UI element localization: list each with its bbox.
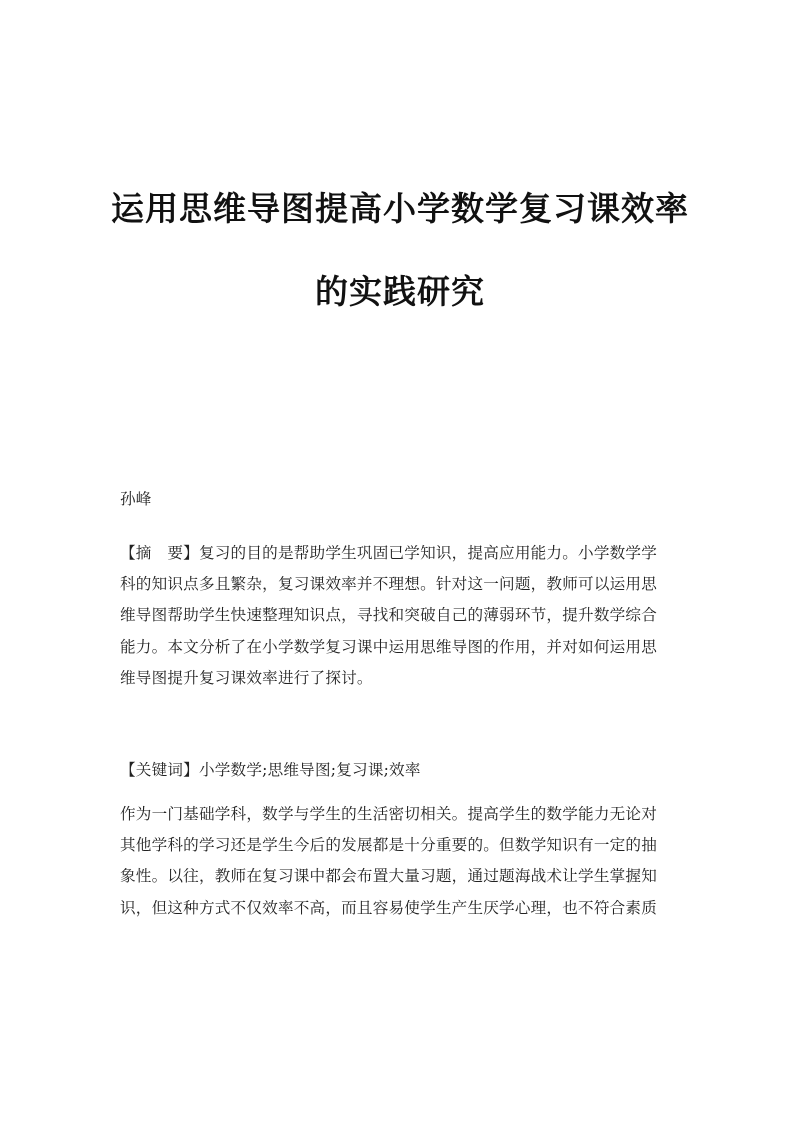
keywords-line: 【关键词】小学数学;思维导图;复习课;效率 <box>120 761 421 779</box>
author-name: 孙峰 <box>120 490 152 508</box>
document-title-line-2: 的实践研究 <box>315 272 485 311</box>
abstract-line: 维导图提升复习课效率进行了探讨。 <box>120 668 373 687</box>
abstract-line: 科的知识点多且繁杂，复习课效率并不理想。针对这一问题，教师可以运用思 <box>120 575 657 594</box>
intro-line: 作为一门基础学科，数学与学生的生活密切相关。提高学生的数学能力无论对 <box>120 805 657 823</box>
intro-line: 象性。以往，教师在复习课中都会布置大量习题，通过题海战术让学生掌握知 <box>120 867 657 886</box>
intro-line: 其他学科的学习还是学生今后的发展都是十分重要的。但数学知识有一定的抽 <box>120 836 657 855</box>
document-title-line-1: 运用思维导图提高小学数学复习课效率 <box>111 189 689 228</box>
abstract-paragraph <box>120 538 680 694</box>
abstract-line: 【摘 要】复习的目的是帮助学生巩固已学知识，提高应用能力。小学数学学 <box>120 544 657 562</box>
keywords-paragraph <box>120 755 680 786</box>
intro-line: 识，但这种方式不仅效率不高，而且容易使学生产生厌学心理，也不符合素质 <box>120 898 657 917</box>
abstract-line: 维导图帮助学生快速整理知识点，寻找和突破自己的薄弱环节，提升数学综合 <box>120 606 657 625</box>
intro-paragraph <box>120 799 680 924</box>
abstract-line: 能力。本文分析了在小学数学复习课中运用思维导图的作用，并对如何运用思 <box>120 637 657 656</box>
